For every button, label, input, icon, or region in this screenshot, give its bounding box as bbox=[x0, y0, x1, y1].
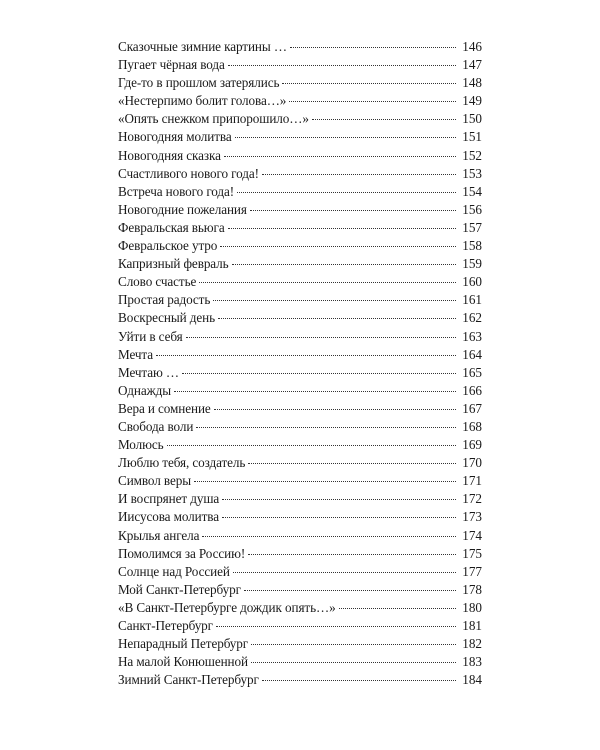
toc-entry-page-number: 162 bbox=[462, 310, 482, 326]
toc-entry-title: Февральское утро bbox=[118, 238, 218, 254]
toc-entry-title: «В Санкт-Петербурге дождик опять…» bbox=[118, 599, 336, 615]
toc-entry bbox=[118, 291, 482, 309]
toc-entry bbox=[118, 92, 482, 110]
toc-dot-leader bbox=[235, 137, 456, 138]
toc-entry bbox=[118, 237, 482, 255]
toc-dot-leader bbox=[174, 391, 456, 392]
toc-entry bbox=[118, 183, 482, 201]
toc-dot-leader bbox=[248, 554, 456, 555]
toc-entry-page-number: 174 bbox=[462, 527, 482, 543]
toc-entry-page-number: 157 bbox=[462, 219, 482, 235]
toc-dot-leader bbox=[262, 680, 456, 681]
toc-entry-title: На малой Конюшенной bbox=[118, 654, 248, 670]
toc-entry bbox=[118, 346, 482, 364]
toc-entry bbox=[118, 364, 482, 382]
toc-entry-title: Символ веры bbox=[118, 473, 191, 489]
toc-entry bbox=[118, 617, 482, 635]
toc-entry-title: Однажды bbox=[118, 382, 171, 398]
toc-entry bbox=[118, 201, 482, 219]
toc-entry-title: Новогодняя молитва bbox=[118, 129, 232, 145]
toc-entry-page-number: 182 bbox=[462, 636, 482, 652]
toc-entry bbox=[118, 56, 482, 74]
toc-entry-title: Сказочные зимние картины … bbox=[118, 39, 287, 54]
toc-entry-page-number: 164 bbox=[462, 346, 482, 362]
toc-dot-leader bbox=[233, 572, 456, 573]
toc-dot-leader bbox=[202, 536, 456, 537]
toc-dot-leader bbox=[222, 499, 456, 500]
toc-dot-leader bbox=[251, 644, 456, 645]
toc-entry-page-number: 163 bbox=[462, 328, 482, 344]
toc-dot-leader bbox=[182, 373, 456, 374]
toc-dot-leader bbox=[167, 445, 456, 446]
toc-entry bbox=[118, 382, 482, 400]
toc-entry-page-number: 150 bbox=[462, 111, 482, 127]
toc-entry bbox=[118, 635, 482, 653]
toc-entry bbox=[118, 128, 482, 146]
toc-entry-title: Вера и сомнение bbox=[118, 400, 211, 416]
toc-dot-leader bbox=[248, 463, 456, 464]
toc-entry bbox=[118, 508, 482, 526]
toc-entry bbox=[118, 436, 482, 454]
toc-entry bbox=[118, 147, 482, 165]
toc-entry bbox=[118, 309, 482, 327]
toc-dot-leader bbox=[216, 626, 456, 627]
toc-entry-title: Капризный февраль bbox=[118, 256, 229, 272]
toc-entry bbox=[118, 527, 482, 545]
toc-dot-leader bbox=[156, 355, 456, 356]
toc-entry bbox=[118, 74, 482, 92]
toc-entry-title: Непарадный Петербург bbox=[118, 636, 249, 652]
toc-entry-page-number: 184 bbox=[462, 672, 482, 688]
toc-dot-leader bbox=[214, 409, 456, 410]
toc-entry bbox=[118, 472, 482, 490]
toc-entry-title: Люблю тебя, создатель bbox=[118, 455, 246, 471]
toc-entry-title: Февральская вьюга bbox=[118, 219, 225, 235]
toc-entry bbox=[118, 454, 482, 472]
toc-dot-leader bbox=[213, 300, 456, 301]
toc-entry-title: Иисусова молитва bbox=[118, 509, 219, 525]
toc-entry bbox=[118, 219, 482, 237]
toc-entry bbox=[118, 599, 482, 617]
toc-entry-title: Помолимся за Россию! bbox=[118, 545, 246, 561]
toc-dot-leader bbox=[339, 608, 456, 609]
toc-entry-page-number: 177 bbox=[462, 563, 482, 579]
toc-entry-page-number: 170 bbox=[462, 455, 482, 471]
toc-dot-leader bbox=[196, 427, 456, 428]
toc-entry-title: Слово счастье bbox=[118, 274, 197, 290]
toc-entry bbox=[118, 581, 482, 599]
toc-dot-leader bbox=[251, 662, 456, 663]
toc-entry-page-number: 158 bbox=[462, 238, 482, 254]
toc-entry bbox=[118, 273, 482, 291]
toc-dot-leader bbox=[262, 174, 456, 175]
toc-entry-title: Счастливого нового года! bbox=[118, 165, 259, 181]
toc-entry-title: Молюсь bbox=[118, 437, 164, 453]
toc-entry-page-number: 169 bbox=[462, 437, 482, 453]
toc-entry bbox=[118, 328, 482, 346]
toc-entry-title: Мечтаю … bbox=[118, 364, 180, 380]
toc-entry-page-number: 153 bbox=[462, 165, 482, 181]
toc-dot-leader bbox=[244, 590, 456, 591]
toc-entry bbox=[118, 165, 482, 183]
toc-dot-leader bbox=[250, 210, 456, 211]
toc-entry bbox=[118, 545, 482, 563]
toc-entry-page-number: 159 bbox=[462, 256, 482, 272]
toc-entry-title: Мечта bbox=[118, 346, 153, 362]
toc-entry bbox=[118, 653, 482, 671]
toc-dot-leader bbox=[199, 282, 456, 283]
toc-entry-page-number: 166 bbox=[462, 382, 482, 398]
toc-entry-page-number: 160 bbox=[462, 274, 482, 290]
toc-dot-leader bbox=[194, 481, 456, 482]
toc-entry bbox=[118, 418, 482, 436]
toc-dot-leader bbox=[186, 337, 456, 338]
toc-dot-leader bbox=[237, 192, 456, 193]
toc-entry bbox=[118, 490, 482, 508]
toc-entry-page-number: 148 bbox=[462, 75, 482, 91]
toc-entry bbox=[118, 38, 482, 56]
toc-dot-leader bbox=[220, 246, 456, 247]
toc-entry-page-number: 154 bbox=[462, 183, 482, 199]
toc-entry bbox=[118, 255, 482, 273]
toc-entry-page-number: 168 bbox=[462, 418, 482, 434]
toc-dot-leader bbox=[224, 156, 456, 157]
toc-entry bbox=[118, 671, 482, 689]
toc-entry-title: Уйти в себя bbox=[118, 328, 183, 344]
toc-dot-leader bbox=[218, 318, 456, 319]
toc-entry-title: И воспрянет душа bbox=[118, 491, 220, 507]
table-of-contents bbox=[118, 38, 482, 689]
toc-entry-page-number: 175 bbox=[462, 545, 482, 561]
toc-entry-title: Пугает чёрная вода bbox=[118, 57, 225, 73]
toc-entry-title: Санкт-Петербург bbox=[118, 618, 213, 633]
toc-entry-title: Крылья ангела bbox=[118, 527, 200, 543]
toc-dot-leader bbox=[228, 65, 456, 66]
toc-entry-page-number: 167 bbox=[462, 400, 482, 416]
toc-entry-title: «Нестерпимо болит голова…» bbox=[118, 93, 287, 109]
toc-entry-title: Зимний Санкт-Петербург bbox=[118, 672, 259, 688]
toc-entry-title: Свобода воли bbox=[118, 418, 194, 434]
toc-entry-page-number: 156 bbox=[462, 201, 482, 217]
toc-entry-page-number: 183 bbox=[462, 654, 482, 670]
toc-entry-page-number: 151 bbox=[462, 129, 482, 145]
toc-entry-page-number: 181 bbox=[462, 618, 482, 633]
toc-entry-page-number: 165 bbox=[462, 364, 482, 380]
toc-entry-page-number: 152 bbox=[462, 147, 482, 163]
toc-entry-page-number: 161 bbox=[462, 292, 482, 308]
toc-entry-title: «Опять снежком припорошило…» bbox=[118, 111, 309, 127]
toc-entry-page-number: 171 bbox=[462, 473, 482, 489]
toc-entry-title: Мой Санкт-Петербург bbox=[118, 581, 241, 597]
toc-entry bbox=[118, 110, 482, 128]
toc-dot-leader bbox=[282, 83, 456, 84]
toc-entry-title: Где-то в прошлом затерялись bbox=[118, 75, 280, 91]
toc-entry bbox=[118, 400, 482, 418]
toc-entry-page-number: 172 bbox=[462, 491, 482, 507]
toc-entry-page-number: 173 bbox=[462, 509, 482, 525]
toc-entry-page-number: 178 bbox=[462, 581, 482, 597]
toc-entry-title: Воскресный день bbox=[118, 310, 216, 326]
toc-entry-title: Встреча нового года! bbox=[118, 183, 235, 199]
toc-dot-leader bbox=[232, 264, 456, 265]
toc-entry-title: Новогодняя сказка bbox=[118, 147, 221, 163]
toc-entry-page-number: 147 bbox=[462, 57, 482, 73]
toc-dot-leader bbox=[290, 47, 456, 48]
toc-entry-title: Солнце над Россией bbox=[118, 563, 230, 579]
toc-dot-leader bbox=[312, 119, 456, 120]
toc-entry-page-number: 180 bbox=[462, 599, 482, 615]
toc-entry-title: Новогодние пожелания bbox=[118, 201, 247, 217]
toc-entry bbox=[118, 563, 482, 581]
toc-entry-title: Простая радость bbox=[118, 292, 211, 308]
toc-dot-leader bbox=[228, 228, 456, 229]
toc-entry-page-number: 149 bbox=[462, 93, 482, 109]
toc-entry-page-number: 146 bbox=[462, 39, 482, 54]
toc-dot-leader bbox=[222, 517, 456, 518]
toc-dot-leader bbox=[289, 101, 456, 102]
